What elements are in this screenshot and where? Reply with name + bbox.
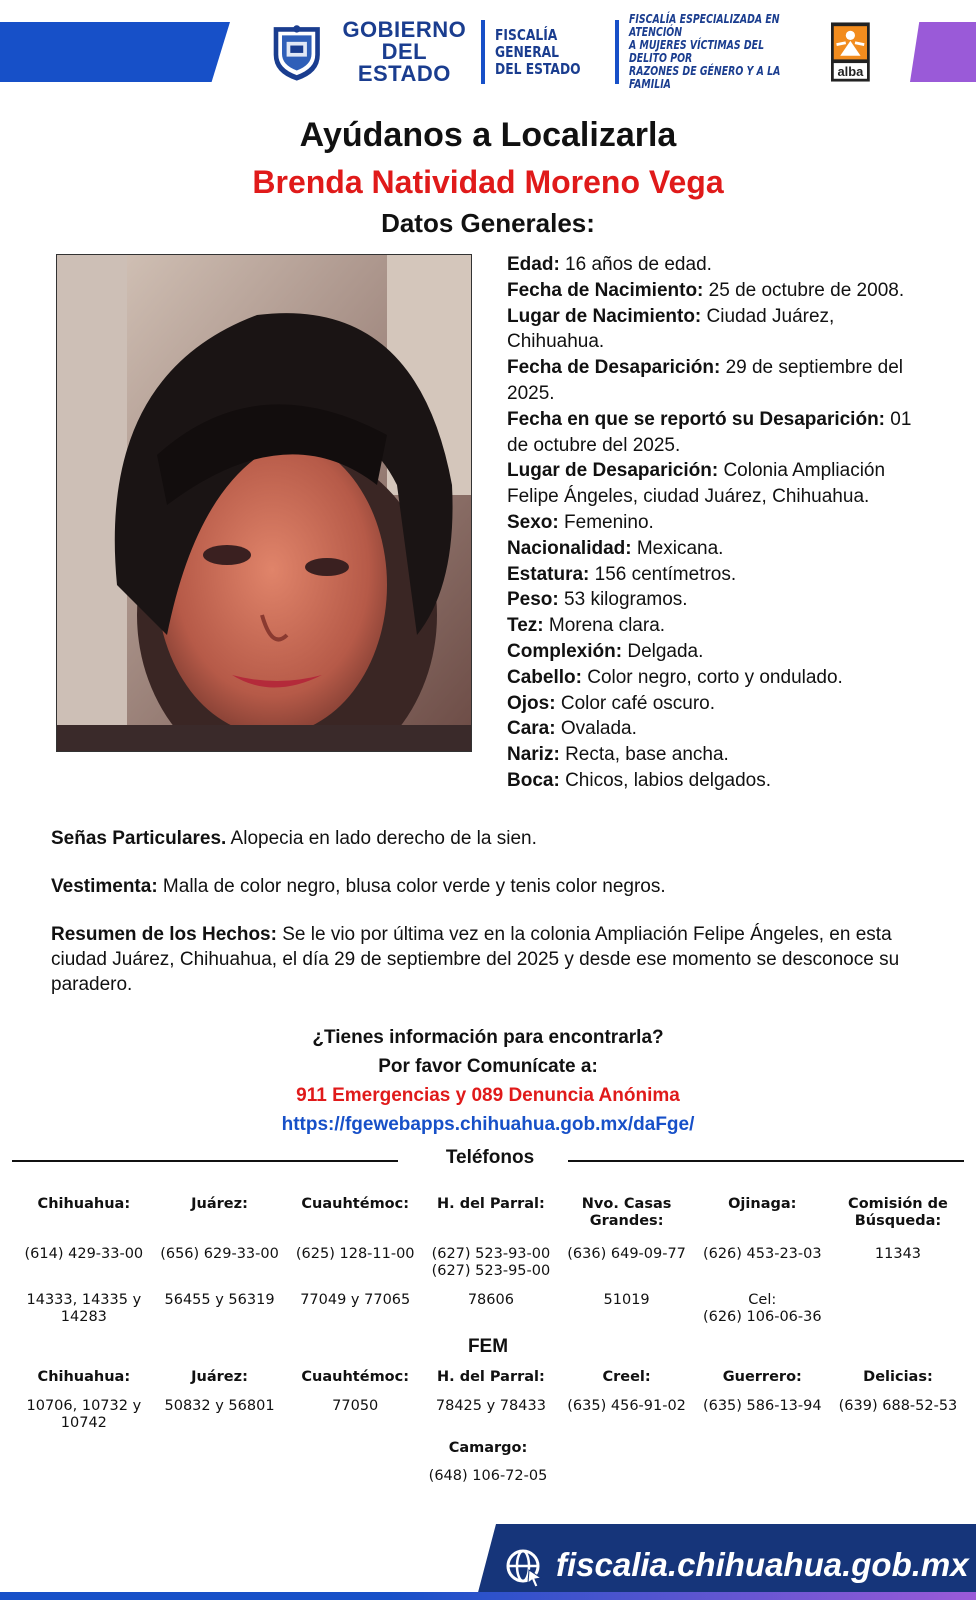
senas-particulares <box>51 826 931 851</box>
page-title: Ayúdanos a Localizarla <box>299 116 677 154</box>
detail-label: Peso: <box>507 589 559 611</box>
senas-label: Señas Particulares. <box>51 828 227 849</box>
detail-item <box>507 278 927 304</box>
detail-value: Color negro, corto y ondulado. <box>581 666 843 688</box>
phone-office-label: Comisión de Búsqueda: <box>848 1196 948 1229</box>
detail-value: Delgada. <box>622 640 704 662</box>
detail-label: Ojos: <box>507 692 556 714</box>
detail-label: Fecha en que se reportó su Desaparición: <box>507 408 885 430</box>
footer-strip <box>0 1592 976 1600</box>
divider <box>481 20 485 84</box>
detail-value: Recta, base ancha. <box>559 744 729 766</box>
fem-office-label: Delicias: <box>863 1369 933 1385</box>
detail-item <box>507 458 927 510</box>
detail-label: Complexión: <box>507 640 623 662</box>
emergency-numbers: 911 Emergencias y 089 Denuncia Anónima <box>296 1085 680 1106</box>
phone-number: (625) 128-11-00 <box>295 1246 415 1262</box>
missing-person-photo <box>56 254 472 752</box>
phone-office-label: Chihuahua: <box>37 1196 131 1212</box>
detail-value: Chicos, labios delgados. <box>559 769 772 791</box>
phone-extension: 14333, 14335 y 14283 <box>26 1292 142 1325</box>
detail-item <box>507 355 927 407</box>
fge-line1: FISCALÍA GENERAL <box>494 25 559 61</box>
phone-extension: 51019 <box>603 1292 650 1308</box>
fem-office-label: Juárez: <box>191 1369 248 1385</box>
fem-phone: (639) 688-52-53 <box>838 1398 958 1414</box>
divider-line <box>568 1160 964 1162</box>
footer-website-link[interactable]: fiscalia.chihuahua.gob.mx <box>556 1546 969 1583</box>
phone-office-label: Ojinaga: <box>728 1196 797 1212</box>
fem-phone: (635) 586-13-94 <box>702 1398 822 1414</box>
details-list <box>507 252 927 794</box>
phone-office-label: H. del Parral: <box>437 1196 545 1212</box>
detail-value: Femenino. <box>558 511 654 533</box>
fem-office-label: Creel: <box>602 1369 651 1385</box>
phone-office-label: Juárez: <box>191 1196 248 1212</box>
detail-label: Nacionalidad: <box>507 537 632 559</box>
phone-office-label: Cuauhtémoc: <box>301 1196 410 1212</box>
detail-item <box>507 768 927 794</box>
gobierno-line2: DEL ESTADO <box>357 39 451 86</box>
phones-row-2 <box>16 1292 966 1326</box>
detail-item <box>507 304 927 356</box>
header-logos <box>270 12 870 91</box>
detail-item <box>507 510 927 536</box>
detail-value: Morena clara. <box>543 615 666 637</box>
header-purple-band <box>910 22 976 82</box>
detail-value: Color café oscuro. <box>555 692 716 714</box>
telefonos-title: Teléfonos <box>445 1147 535 1168</box>
phone-extension <box>830 1292 966 1326</box>
fem-phone: 78425 y 78433 <box>435 1398 546 1414</box>
report-url-link[interactable]: https://fgewebapps.chihuahua.gob.mx/daFge/ <box>281 1114 695 1135</box>
camargo-label: Camargo: <box>448 1440 528 1456</box>
fem-line2: A MUJERES VÍCTIMAS DEL DELITO POR <box>628 38 765 65</box>
phones-header-row <box>16 1196 966 1230</box>
fem-line1: FISCALÍA ESPECIALIZADA EN ATENCIÓN <box>628 12 780 39</box>
vestimenta <box>51 874 931 899</box>
detail-item <box>507 716 927 742</box>
fem-phone: 77050 <box>332 1398 379 1414</box>
detail-value: Ciudad Juárez, Chihuahua. <box>507 305 835 353</box>
detail-item <box>507 536 927 562</box>
globe-cursor-icon <box>505 1548 545 1588</box>
contact-call: Por favor Comunícate a: <box>378 1056 598 1077</box>
phones-row-1 <box>16 1246 966 1280</box>
phone-extension: Cel: (626) 106-06-36 <box>702 1292 822 1325</box>
fem-office-label: Cuauhtémoc: <box>301 1369 410 1385</box>
camargo-phone: (648) 106-72-05 <box>428 1468 548 1484</box>
phone-number: (636) 649-09-77 <box>567 1246 686 1262</box>
portrait-illustration <box>57 255 472 752</box>
vestimenta-value: Malla de color negro, blusa color verde y tenis color negros. <box>157 876 666 897</box>
divider <box>615 20 619 84</box>
phone-extension: 77049 y 77065 <box>300 1292 411 1308</box>
detail-label: Nariz: <box>507 744 560 766</box>
detail-item <box>507 407 927 459</box>
fem-line3: RAZONES DE GÉNERO Y A LA FAMILIA <box>628 64 781 91</box>
phone-number: 11343 <box>874 1246 922 1262</box>
detail-value: 29 de septiembre del 2025. <box>507 357 904 404</box>
fiscalia-general-logo-text <box>495 27 609 78</box>
section-title: Datos Generales: <box>381 208 595 238</box>
fem-title: FEM <box>467 1336 509 1357</box>
detail-label: Edad: <box>507 254 560 275</box>
state-crest-icon <box>270 19 324 85</box>
phone-extension: 56455 y 56319 <box>164 1292 275 1308</box>
detail-value: 156 centímetros. <box>589 563 737 585</box>
detail-value: 25 de octubre de 2008. <box>703 279 905 301</box>
phone-number: (614) 429-33-00 <box>24 1246 144 1262</box>
detail-value: Colonia Ampliación Felipe Ángeles, ciudad Juárez, Chihuahua. <box>507 460 886 508</box>
detail-value: 16 años de edad. <box>559 254 712 275</box>
gobierno-logo-text <box>338 19 472 85</box>
detail-item <box>507 639 927 665</box>
resumen-hechos <box>51 922 931 997</box>
fem-header-row <box>16 1369 966 1386</box>
detail-item <box>507 252 927 278</box>
fiscalia-especializada-logo-text <box>629 13 795 91</box>
detail-label: Cara: <box>507 718 556 740</box>
phone-number: (626) 453-23-03 <box>702 1246 822 1262</box>
detail-label: Lugar de Desaparición: <box>507 460 719 482</box>
detail-label: Lugar de Nacimiento: <box>507 305 702 327</box>
detail-value: 01 de octubre del 2025. <box>507 408 912 456</box>
detail-label: Boca: <box>507 769 560 791</box>
detail-item <box>507 587 927 613</box>
header-blue-band <box>0 22 230 82</box>
detail-label: Sexo: <box>507 511 559 533</box>
missing-person-name: Brenda Natividad Moreno Vega <box>252 164 724 200</box>
fem-office-label: H. del Parral: <box>437 1369 545 1385</box>
detail-label: Fecha de Nacimiento: <box>507 279 704 301</box>
phone-number: (656) 629-33-00 <box>160 1246 279 1262</box>
fem-office-label: Guerrero: <box>722 1369 802 1385</box>
phone-number: (627) 523-93-00 (627) 523-95-00 <box>431 1246 551 1279</box>
resumen-label: Resumen de los Hechos: <box>51 924 277 945</box>
phone-office-label: Nvo. Casas Grandes: <box>581 1196 672 1229</box>
fem-office-label: Chihuahua: <box>37 1369 131 1385</box>
phone-extension: 78606 <box>467 1292 514 1308</box>
fem-phone: 50832 y 56801 <box>164 1398 275 1414</box>
detail-item <box>507 742 927 768</box>
contact-question: ¿Tienes información para encontrarla? <box>312 1027 664 1048</box>
detail-label: Cabello: <box>507 666 582 688</box>
gobierno-line1: GOBIERNO <box>342 17 467 42</box>
senas-value: Alopecia en lado derecho de la sien. <box>226 828 537 849</box>
detail-value: Mexicana. <box>631 537 724 559</box>
alba-logo-icon <box>831 20 870 84</box>
fge-line2: DEL ESTADO <box>494 59 581 78</box>
detail-label: Estatura: <box>507 563 590 585</box>
detail-label: Tez: <box>507 615 544 637</box>
fem-phone: 10706, 10732 y 10742 <box>26 1398 142 1431</box>
detail-item <box>507 665 927 691</box>
alba-label: alba <box>837 63 864 79</box>
divider-line <box>12 1160 398 1162</box>
detail-item <box>507 562 927 588</box>
fem-phone: (635) 456-91-02 <box>567 1398 686 1414</box>
detail-item <box>507 691 927 717</box>
fem-row-1 <box>16 1398 966 1432</box>
detail-value: 53 kilogramos. <box>558 589 688 611</box>
vestimenta-label: Vestimenta: <box>51 876 158 897</box>
detail-item <box>507 613 927 639</box>
resumen-value: Se le vio por última vez en la colonia Ampliación Felipe Ángeles, en esta ciudad Juárez, Chihuahua, el día 29 de septiembre del 2025 y desde ese momento se desconoce su paradero. <box>51 924 900 995</box>
detail-value: Ovalada. <box>555 718 637 740</box>
detail-label: Fecha de Desaparición: <box>507 357 721 379</box>
